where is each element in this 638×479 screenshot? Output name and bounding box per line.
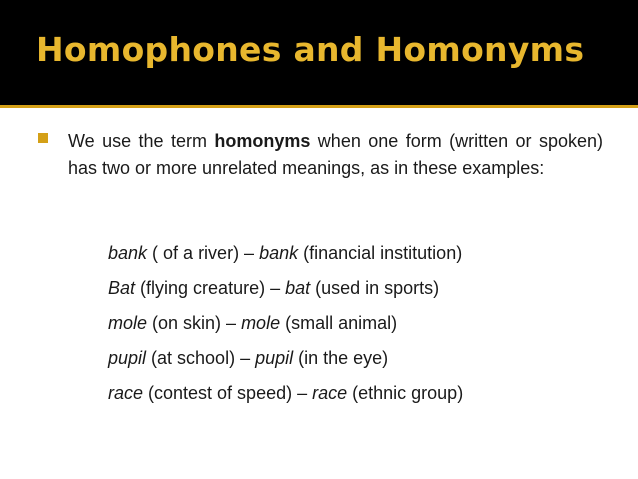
- example-item: [108, 306, 463, 341]
- example-word: bank: [108, 243, 148, 263]
- example-gloss: (flying creature) –: [135, 278, 286, 298]
- example-list: [108, 236, 463, 411]
- bullet-term: homonyms: [214, 131, 311, 151]
- example-item: [108, 236, 463, 271]
- example-item: [108, 341, 463, 376]
- slide-body: [38, 128, 603, 182]
- slide-title: Homophones and Homonyms: [36, 30, 585, 69]
- bullet-suffix: when one form (written or spoken) has two or more unrelated meanings, as in these examples:: [68, 131, 603, 178]
- example-item: [108, 376, 463, 411]
- example-word: pupil: [255, 348, 294, 368]
- example-word: Bat: [108, 278, 136, 298]
- example-word: bat: [285, 278, 311, 298]
- example-item: [108, 271, 463, 306]
- title-bar: [0, 0, 638, 108]
- example-gloss: (at school) –: [146, 348, 256, 368]
- example-gloss: (used in sports): [310, 278, 440, 298]
- example-gloss: (in the eye): [293, 348, 389, 368]
- bullet-item: [38, 128, 603, 182]
- square-bullet-icon: [38, 133, 48, 143]
- example-gloss: ( of a river) –: [147, 243, 260, 263]
- example-gloss: (ethnic group): [347, 383, 464, 403]
- example-word: mole: [241, 313, 281, 333]
- example-gloss: (on skin) –: [147, 313, 242, 333]
- bullet-text: [68, 128, 603, 182]
- example-word: mole: [108, 313, 148, 333]
- example-gloss: (small animal): [280, 313, 398, 333]
- example-gloss: (contest of speed) –: [143, 383, 313, 403]
- example-word: pupil: [108, 348, 147, 368]
- example-word: race: [312, 383, 348, 403]
- example-word: bank: [259, 243, 299, 263]
- example-gloss: (financial institution): [298, 243, 463, 263]
- bullet-prefix: We use the term: [68, 131, 215, 151]
- example-word: race: [108, 383, 144, 403]
